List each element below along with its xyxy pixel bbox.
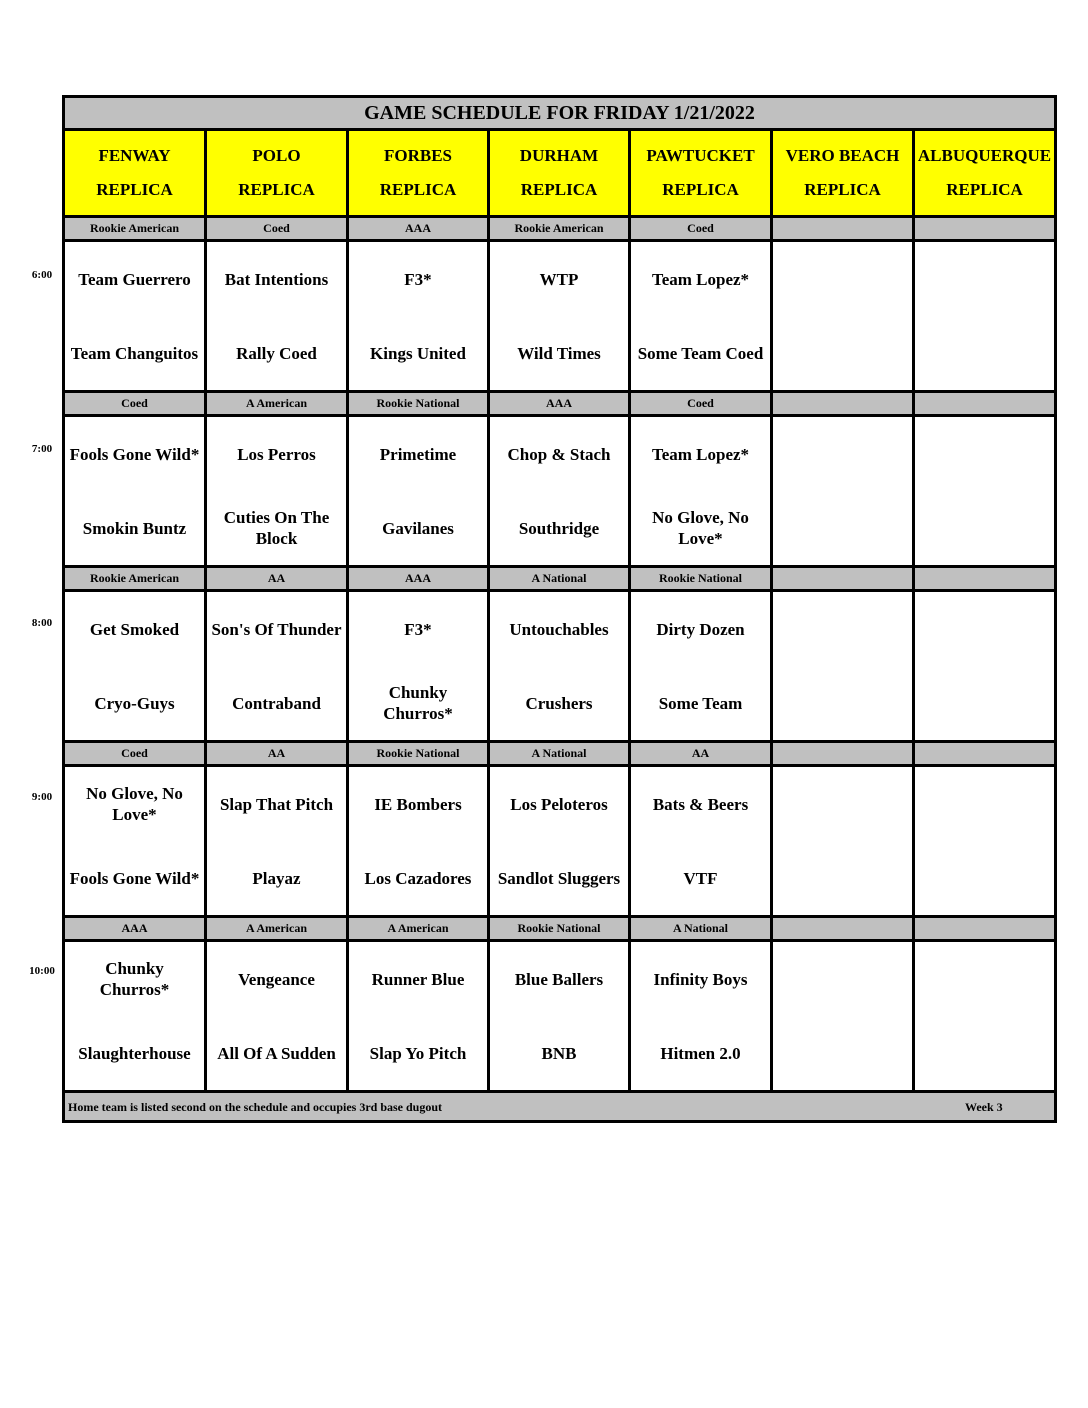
home-team: No Glove, No Love* <box>652 508 749 548</box>
away-team <box>773 767 912 841</box>
game-cell <box>349 242 490 390</box>
division-label: A National <box>490 568 631 589</box>
time-label: 6:00 <box>31 269 53 281</box>
away-team: Primetime <box>379 444 457 464</box>
away-team: Dirty Dozen <box>656 619 745 639</box>
home-team: Los Cazadores <box>364 868 472 888</box>
away-team: F3* <box>404 269 432 289</box>
division-row <box>65 218 1054 242</box>
field-header-fenway <box>65 131 207 215</box>
away-team: Son's Of Thunder <box>211 619 342 639</box>
division-label <box>773 568 915 589</box>
game-cell <box>631 767 773 915</box>
home-team: BNB <box>541 1043 577 1063</box>
division-label: A American <box>207 393 349 414</box>
home-team: Team Changuitos <box>70 343 199 363</box>
division-row <box>65 393 1054 417</box>
game-cell <box>490 767 631 915</box>
division-label: A National <box>490 743 631 764</box>
game-cell <box>915 942 1054 1090</box>
division-label: AA <box>631 743 773 764</box>
field-name: POLO <box>252 146 301 165</box>
division-label: Rookie National <box>631 568 773 589</box>
division-row <box>65 743 1054 767</box>
home-team: Fools Gone Wild* <box>69 868 200 888</box>
division-label: Coed <box>65 743 207 764</box>
game-cell <box>915 592 1054 740</box>
field-name: FENWAY <box>98 146 171 165</box>
home-team: Some Team <box>658 693 743 713</box>
field-header-vero-beach <box>773 131 915 215</box>
field-type: REPLICA <box>662 180 739 199</box>
home-team <box>915 1016 1054 1090</box>
game-cell <box>349 767 490 915</box>
home-team: VTF <box>683 868 718 888</box>
game-cell <box>349 942 490 1090</box>
away-team <box>773 942 912 1016</box>
division-label <box>915 218 1054 239</box>
game-cell <box>773 942 915 1090</box>
home-team: Slaughterhouse <box>78 1043 191 1063</box>
game-row <box>65 767 1054 918</box>
field-header-durham <box>490 131 631 215</box>
division-label: Coed <box>65 393 207 414</box>
field-name: DURHAM <box>519 146 599 165</box>
division-label: AAA <box>349 568 490 589</box>
field-header-pawtucket <box>631 131 773 215</box>
field-header-row <box>65 131 1054 218</box>
game-cell <box>65 592 207 740</box>
away-team: Runner Blue <box>371 969 465 989</box>
game-cell <box>207 592 349 740</box>
division-label: A American <box>207 918 349 939</box>
away-team <box>773 592 912 666</box>
division-label: Rookie American <box>65 568 207 589</box>
field-type: REPLICA <box>804 180 881 199</box>
division-label: AAA <box>65 918 207 939</box>
field-name: VERO BEACH <box>785 146 900 165</box>
home-team: Hitmen 2.0 <box>660 1043 741 1063</box>
game-cell <box>915 767 1054 915</box>
away-team: Los Peloteros <box>510 794 608 814</box>
away-team: Slap That Pitch <box>219 794 334 814</box>
schedule-title: GAME SCHEDULE FOR FRIDAY 1/21/2022 <box>65 98 1054 131</box>
division-label: Rookie American <box>490 218 631 239</box>
away-team: Chop & Stach <box>507 444 611 464</box>
away-team: Los Perros <box>237 444 316 464</box>
game-cell <box>65 417 207 565</box>
time-slots <box>65 218 1054 1093</box>
game-cell <box>773 767 915 915</box>
home-team <box>773 841 912 915</box>
game-cell <box>349 592 490 740</box>
home-team <box>915 841 1054 915</box>
home-team: Sandlot Sluggers <box>497 868 621 888</box>
division-label: AAA <box>349 218 490 239</box>
home-team: Crushers <box>525 693 593 713</box>
game-cell <box>773 592 915 740</box>
away-team: Get Smoked <box>89 619 180 639</box>
game-row <box>65 592 1054 743</box>
division-label <box>915 393 1054 414</box>
away-team <box>915 242 1054 316</box>
game-cell <box>915 417 1054 565</box>
division-label: Coed <box>631 218 773 239</box>
game-cell <box>915 242 1054 390</box>
away-team: Vengeance <box>238 969 315 989</box>
division-label <box>915 918 1054 939</box>
division-label: Coed <box>207 218 349 239</box>
division-label <box>915 568 1054 589</box>
home-team: Slap Yo Pitch <box>369 1043 467 1063</box>
away-team: Bats & Beers <box>652 794 749 814</box>
away-team <box>773 242 912 316</box>
away-team: No Glove, No Love* <box>86 784 183 824</box>
game-row <box>65 942 1054 1093</box>
game-row <box>65 242 1054 393</box>
home-team <box>773 1016 912 1090</box>
game-cell <box>207 942 349 1090</box>
home-team: Smokin Buntz <box>82 518 187 538</box>
away-team: Team Lopez* <box>651 269 750 289</box>
game-cell <box>207 767 349 915</box>
home-team: Cuties On The Block <box>223 508 330 548</box>
home-team: Southridge <box>518 518 600 538</box>
away-team: Blue Ballers <box>514 969 604 989</box>
field-name: ALBUQUERQUE <box>917 146 1052 165</box>
division-label <box>773 743 915 764</box>
away-team <box>915 417 1054 491</box>
home-team <box>915 491 1054 565</box>
home-team: Rally Coed <box>236 343 317 363</box>
game-cell <box>490 417 631 565</box>
away-team: Team Lopez* <box>651 444 750 464</box>
schedule-table <box>62 95 1057 1123</box>
field-type: REPLICA <box>946 180 1023 199</box>
division-label <box>915 743 1054 764</box>
game-cell <box>631 592 773 740</box>
game-cell <box>631 417 773 565</box>
home-team <box>773 491 912 565</box>
home-team: Gavilanes <box>382 518 454 538</box>
game-cell <box>490 242 631 390</box>
home-team: Chunky Churros* <box>383 683 453 723</box>
away-team: Chunky Churros* <box>99 959 170 999</box>
home-team: Kings United <box>370 343 466 363</box>
division-row <box>65 918 1054 942</box>
division-label: A American <box>349 918 490 939</box>
game-cell <box>65 767 207 915</box>
division-label: Coed <box>631 393 773 414</box>
home-team <box>773 316 912 390</box>
schedule-footer <box>65 1093 1054 1120</box>
division-label <box>773 393 915 414</box>
away-team: IE Bombers <box>374 794 462 814</box>
away-team <box>773 417 912 491</box>
division-label: Rookie National <box>349 393 490 414</box>
home-team: Contraband <box>232 693 321 713</box>
game-cell <box>773 417 915 565</box>
time-label: 10:00 <box>29 965 55 977</box>
home-team <box>915 666 1054 740</box>
game-cell <box>631 942 773 1090</box>
division-label <box>773 918 915 939</box>
game-cell <box>773 242 915 390</box>
division-label: Rookie National <box>349 743 490 764</box>
home-team <box>773 666 912 740</box>
away-team: WTP <box>539 269 579 289</box>
away-team: Bat Intentions <box>224 269 329 289</box>
week-label: Week 3 <box>965 1100 1003 1114</box>
away-team: F3* <box>404 619 432 639</box>
home-team: All Of A Sudden <box>217 1043 336 1063</box>
division-label <box>773 218 915 239</box>
away-team: Fools Gone Wild* <box>69 444 200 464</box>
home-team: Wild Times <box>517 343 601 363</box>
game-cell <box>490 592 631 740</box>
division-label: AA <box>207 743 349 764</box>
home-team: Playaz <box>252 868 301 888</box>
time-label: 8:00 <box>31 617 53 629</box>
field-type: REPLICA <box>520 180 598 199</box>
away-team: Team Guerrero <box>78 269 191 289</box>
division-row <box>65 568 1054 592</box>
division-label: AAA <box>490 393 631 414</box>
away-team <box>915 942 1054 1016</box>
home-team <box>915 316 1054 390</box>
away-team: Infinity Boys <box>653 969 748 989</box>
field-type: REPLICA <box>238 180 315 199</box>
game-cell <box>207 417 349 565</box>
home-team-note: Home team is listed second on the schedule and occupies 3rd base dugout <box>68 1100 443 1114</box>
time-label: 9:00 <box>31 791 53 803</box>
field-header-albuquerque <box>915 131 1054 215</box>
game-row <box>65 417 1054 568</box>
field-header-polo <box>207 131 349 215</box>
game-cell <box>65 942 207 1090</box>
field-header-forbes <box>349 131 490 215</box>
game-cell <box>490 942 631 1090</box>
field-type: REPLICA <box>379 180 457 199</box>
division-label: Rookie National <box>490 918 631 939</box>
field-type: REPLICA <box>96 180 173 199</box>
time-label: 7:00 <box>31 443 53 455</box>
away-team <box>915 592 1054 666</box>
home-team: Some Team Coed <box>637 343 764 363</box>
game-cell <box>631 242 773 390</box>
field-name: FORBES <box>383 146 453 165</box>
game-cell <box>65 242 207 390</box>
home-team: Cryo-Guys <box>94 693 175 713</box>
division-label: AA <box>207 568 349 589</box>
away-team <box>915 767 1054 841</box>
game-cell <box>207 242 349 390</box>
game-cell <box>349 417 490 565</box>
field-name: PAWTUCKET <box>646 146 755 165</box>
division-label: Rookie American <box>65 218 207 239</box>
division-label: A National <box>631 918 773 939</box>
away-team: Untouchables <box>509 619 609 639</box>
